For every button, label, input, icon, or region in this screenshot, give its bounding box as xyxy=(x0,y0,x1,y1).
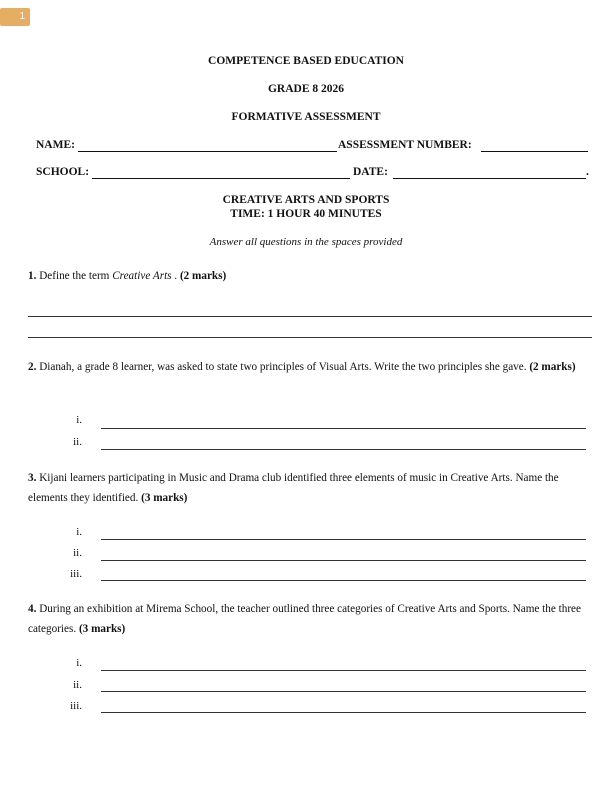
header-line-1: COMPETENCE BASED EDUCATION xyxy=(208,55,404,67)
question-number: 4. xyxy=(28,603,37,615)
school-label: SCHOOL: xyxy=(36,166,90,178)
question-marks: (3 marks) xyxy=(141,492,188,504)
answer-line-q1-2[interactable] xyxy=(28,337,592,338)
answer-line-q2-i[interactable] xyxy=(101,428,586,429)
question-text: Dianah, a grade 8 learner, was asked to state two principles of Visual Arts. Write the two principles she gave. xyxy=(39,361,530,373)
item-label: i. xyxy=(76,657,82,669)
item-label: ii. xyxy=(73,547,82,559)
question-text: Kijani learners participating in Music and Drama club identified three elements of music in Creative Arts. Name the elements they identified. xyxy=(28,472,559,504)
answer-line-q4-iii[interactable] xyxy=(101,712,586,713)
question-text-after: . xyxy=(171,270,180,282)
item-label: i. xyxy=(76,526,82,538)
header-line-2: GRADE 8 2026 xyxy=(267,83,345,95)
item-label: ii. xyxy=(73,436,82,448)
time-allowed: TIME: 1 HOUR 40 MINUTES xyxy=(230,208,382,220)
date-label: DATE: xyxy=(353,166,388,178)
question-2 xyxy=(28,357,594,377)
question-text: During an exhibition at Mirema School, the teacher outlined three categories of Creative Arts and Sports. Name the three categories. xyxy=(28,603,581,635)
question-marks: (3 marks) xyxy=(78,623,126,635)
subject-title: CREATIVE ARTS AND SPORTS xyxy=(222,194,390,206)
question-number: 2. xyxy=(28,361,37,373)
page-number-badge: 1 xyxy=(0,8,30,26)
date-field[interactable] xyxy=(393,178,586,179)
assessment-number-label: ASSESSMENT NUMBER: xyxy=(338,139,472,151)
date-end-period: . xyxy=(586,166,589,178)
item-label: ii. xyxy=(73,679,82,691)
question-text: Define the term xyxy=(39,270,113,282)
item-label: i. xyxy=(76,414,82,426)
question-1 xyxy=(28,266,594,286)
answer-line-q2-ii[interactable] xyxy=(101,449,586,450)
answer-line-q3-ii[interactable] xyxy=(101,560,586,561)
question-marks: (2 marks) xyxy=(179,270,227,282)
question-number: 3. xyxy=(28,472,37,484)
question-term: Creative Arts xyxy=(112,270,172,282)
answer-line-q1-1[interactable] xyxy=(28,316,592,317)
item-label: iii. xyxy=(70,568,82,580)
header-line-3: FORMATIVE ASSESSMENT xyxy=(231,111,381,123)
question-4 xyxy=(28,599,594,639)
school-field[interactable] xyxy=(92,178,350,179)
question-number: 1. xyxy=(28,270,37,282)
question-3 xyxy=(28,468,594,508)
answer-line-q3-iii[interactable] xyxy=(101,580,586,581)
answer-line-q4-ii[interactable] xyxy=(101,691,586,692)
item-label: iii. xyxy=(70,700,82,712)
answer-line-q4-i[interactable] xyxy=(101,670,586,671)
name-label: NAME: xyxy=(36,139,75,151)
question-marks: (2 marks) xyxy=(529,361,576,373)
assessment-number-field[interactable] xyxy=(481,151,588,152)
name-field[interactable] xyxy=(78,151,337,152)
instructions: Answer all questions in the spaces provided xyxy=(209,236,403,248)
answer-line-q3-i[interactable] xyxy=(101,539,586,540)
